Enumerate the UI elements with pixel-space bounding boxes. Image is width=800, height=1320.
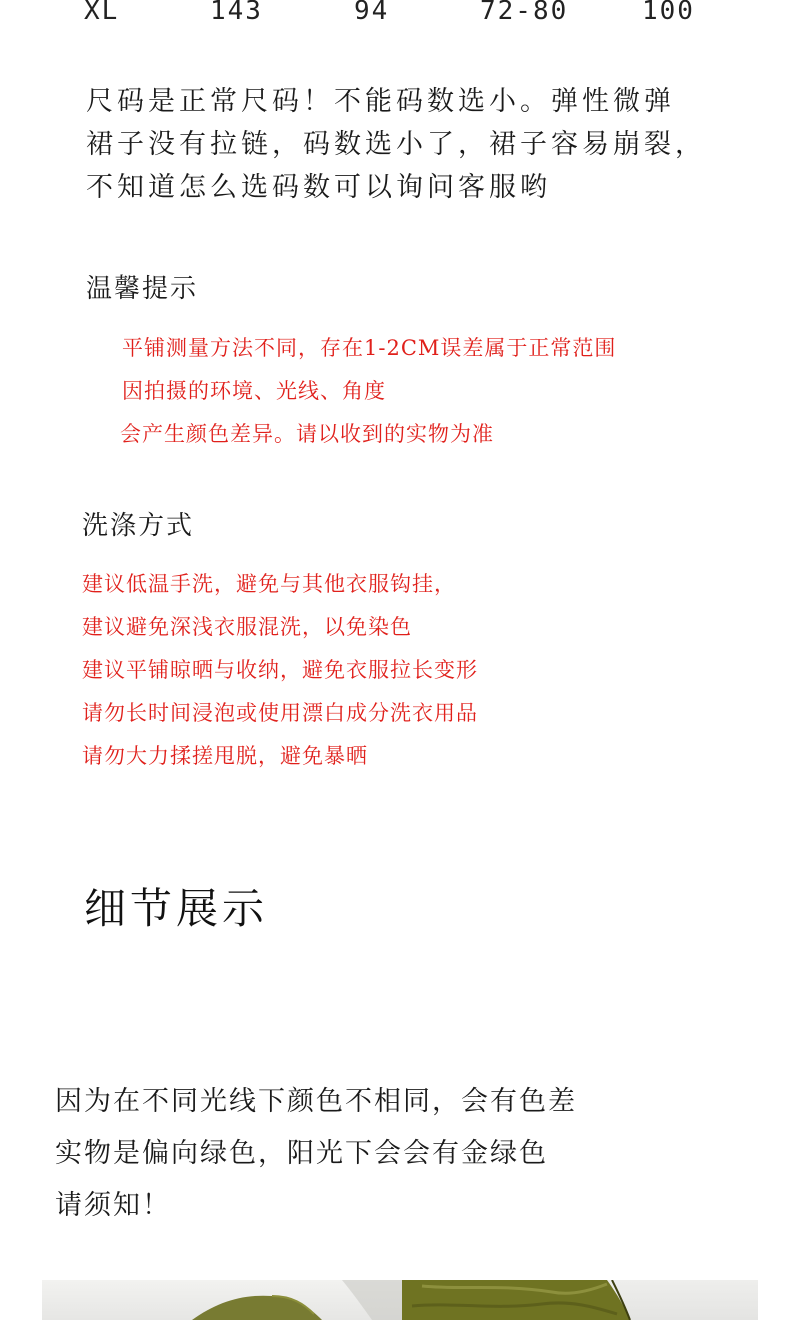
size-note-line: 不知道怎么选码数可以询问客服哟 [86, 172, 551, 203]
detail-photo-strip [42, 1280, 758, 1320]
washing-item: 建议避免深浅衣服混洗，以免染色 [82, 615, 412, 639]
size-cell: 94 [354, 0, 390, 26]
size-cell: 72-80 [480, 0, 569, 26]
details-title: 细节展示 [84, 884, 269, 933]
size-note-line: 尺码是正常尺码！不能码数选小。弹性微弹 [86, 86, 675, 117]
washing-item: 请勿长时间浸泡或使用漂白成分洗衣用品 [82, 701, 478, 725]
tips-item: 平铺测量方法不同，存在1-2CM误差属于正常范围 [122, 336, 617, 360]
size-note [86, 80, 766, 209]
fabric-photo-left [42, 1280, 402, 1320]
washing-item: 建议平铺晾晒与收纳，避免衣服拉长变形 [82, 658, 478, 682]
size-cell: XL [84, 0, 120, 26]
detail-photo-right [402, 1280, 758, 1320]
washing-heading: 洗涤方式 [82, 511, 195, 541]
size-table-row-xl [0, 0, 800, 30]
tips-heading: 温馨提示 [86, 274, 199, 304]
tips-item: 会产生颜色差异。请以收到的实物为准 [120, 422, 494, 446]
color-note-line: 请须知！ [55, 1190, 171, 1221]
detail-photo-left [42, 1280, 402, 1320]
washing-item: 建议低温手洗，避免与其他衣服钩挂， [82, 572, 456, 596]
tips-item: 因拍摄的环境、光线、角度 [122, 379, 386, 403]
color-note [55, 1076, 577, 1232]
washing-item: 请勿大力揉搓甩脱，避免暴晒 [82, 744, 368, 768]
color-note-line: 实物是偏向绿色，阳光下会会有金绿色 [55, 1138, 548, 1169]
color-note-line: 因为在不同光线下颜色不相同，会有色差 [55, 1086, 577, 1117]
size-cell: 100 [642, 0, 695, 26]
fabric-photo-right [402, 1280, 758, 1320]
size-note-line: 裙子没有拉链，码数选小了，裙子容易崩裂， [86, 129, 706, 160]
size-cell: 143 [210, 0, 263, 26]
